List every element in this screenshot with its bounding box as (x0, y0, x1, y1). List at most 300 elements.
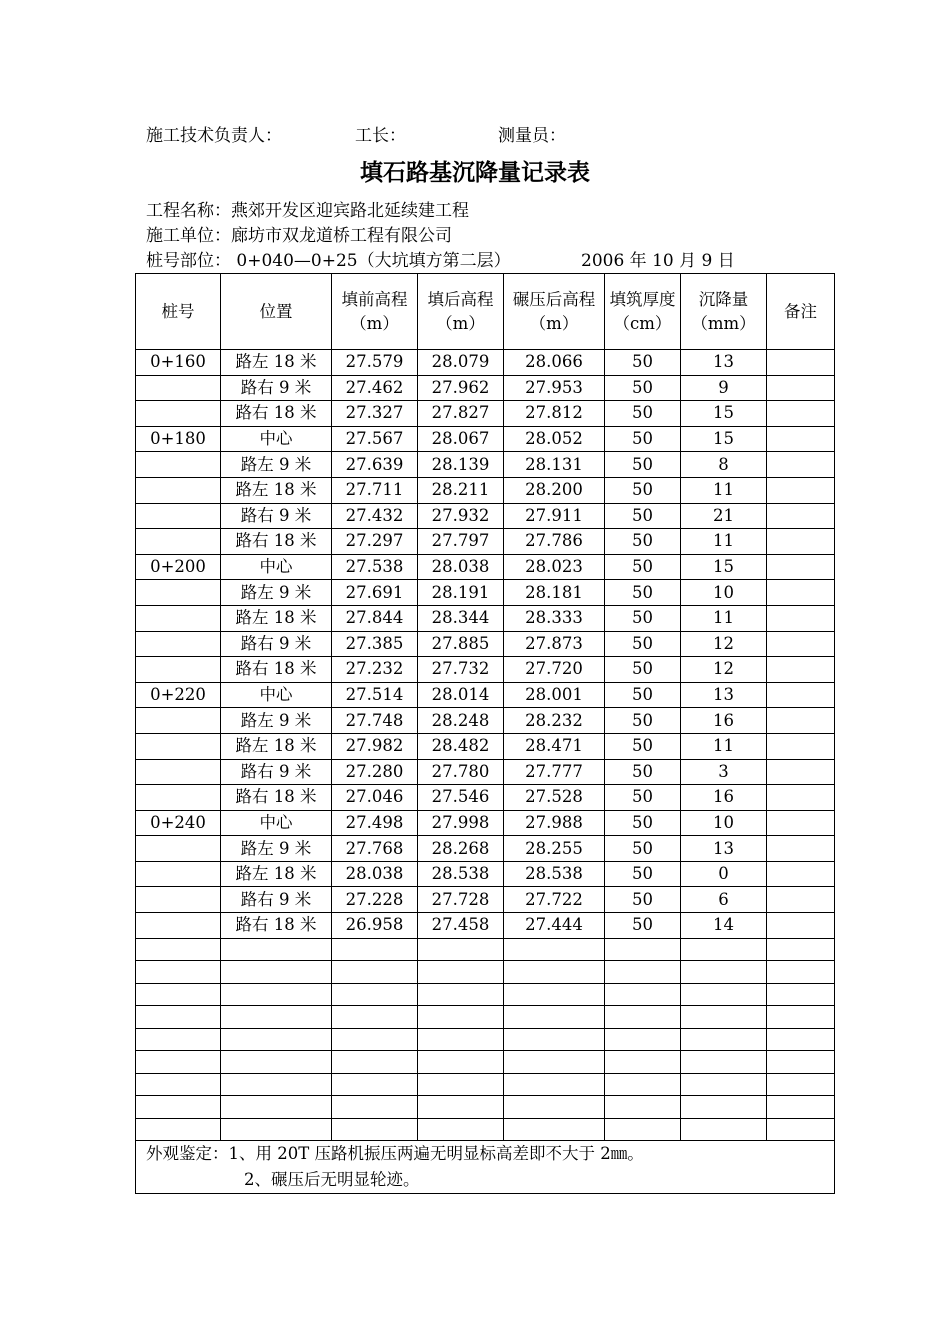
cell-station (136, 733, 221, 759)
cell-settlement: 8 (681, 452, 767, 478)
table-row (136, 452, 835, 478)
table-row (136, 708, 835, 734)
cell-position: 路右 18 米 (221, 529, 332, 555)
empty-cell (504, 1006, 605, 1029)
cell-settlement: 13 (681, 682, 767, 708)
cell-station: 0+240 (136, 810, 221, 836)
cell-compacted: 27.444 (504, 913, 605, 939)
cell-position: 路右 18 米 (221, 657, 332, 683)
empty-cell (136, 1051, 221, 1074)
appearance-assessment (136, 1141, 835, 1194)
empty-cell (221, 1028, 332, 1051)
empty-row (136, 1118, 835, 1141)
project-name: 工程名称：燕郊开发区迎宾路北延续建工程 (146, 201, 469, 221)
cell-pre-fill: 27.327 (332, 401, 418, 427)
cell-position: 路右 9 米 (221, 631, 332, 657)
cell-post-fill: 27.728 (418, 887, 504, 913)
cell-remarks (767, 861, 835, 887)
cell-thickness: 50 (605, 503, 681, 529)
cell-remarks (767, 887, 835, 913)
empty-cell (332, 1073, 418, 1096)
cell-position: 路右 18 米 (221, 785, 332, 811)
empty-row (136, 1028, 835, 1051)
empty-cell (418, 1051, 504, 1074)
empty-cell (605, 1051, 681, 1074)
cell-position: 路左 9 米 (221, 452, 332, 478)
document-title: 填石路基沉降量记录表 (360, 159, 590, 186)
empty-cell (136, 938, 221, 961)
cell-position: 中心 (221, 554, 332, 580)
cell-position: 路右 18 米 (221, 401, 332, 427)
empty-cell (332, 1096, 418, 1119)
cell-thickness: 50 (605, 682, 681, 708)
cell-position: 路左 9 米 (221, 836, 332, 862)
empty-row (136, 1096, 835, 1119)
table-row (136, 785, 835, 811)
cell-settlement: 9 (681, 375, 767, 401)
cell-compacted: 28.066 (504, 350, 605, 376)
table-row (136, 503, 835, 529)
empty-cell (605, 961, 681, 984)
header-position: 位置 (221, 274, 332, 350)
table-body (136, 350, 835, 1141)
cell-thickness: 50 (605, 708, 681, 734)
cell-thickness: 50 (605, 759, 681, 785)
empty-row (136, 1073, 835, 1096)
empty-cell (418, 983, 504, 1006)
table-row (136, 426, 835, 452)
empty-cell (418, 1006, 504, 1029)
empty-cell (504, 1051, 605, 1074)
cell-post-fill: 27.962 (418, 375, 504, 401)
surveyor-label: 测量员： (498, 126, 566, 146)
empty-cell (767, 1073, 835, 1096)
cell-station (136, 887, 221, 913)
cell-pre-fill: 27.768 (332, 836, 418, 862)
cell-position: 中心 (221, 810, 332, 836)
record-date: 2006 年 10 月 9 日 (581, 251, 735, 271)
cell-post-fill: 28.482 (418, 733, 504, 759)
cell-settlement: 21 (681, 503, 767, 529)
cell-position: 路左 9 米 (221, 708, 332, 734)
cell-pre-fill: 27.432 (332, 503, 418, 529)
cell-compacted: 28.471 (504, 733, 605, 759)
cell-settlement: 13 (681, 350, 767, 376)
header-pre-fill-elevation: 填前高程（m） (332, 274, 418, 350)
cell-remarks (767, 375, 835, 401)
cell-station: 0+200 (136, 554, 221, 580)
cell-pre-fill: 27.844 (332, 605, 418, 631)
empty-cell (681, 1118, 767, 1141)
cell-station (136, 785, 221, 811)
cell-station (136, 836, 221, 862)
empty-cell (605, 1006, 681, 1029)
cell-settlement: 16 (681, 785, 767, 811)
cell-pre-fill: 27.579 (332, 350, 418, 376)
cell-pre-fill: 27.046 (332, 785, 418, 811)
empty-cell (681, 938, 767, 961)
table-row (136, 759, 835, 785)
empty-cell (767, 1096, 835, 1119)
empty-cell (332, 1118, 418, 1141)
table-row (136, 605, 835, 631)
cell-position: 路右 9 米 (221, 887, 332, 913)
cell-thickness: 50 (605, 401, 681, 427)
cell-settlement: 12 (681, 631, 767, 657)
cell-post-fill: 27.780 (418, 759, 504, 785)
cell-station: 0+160 (136, 350, 221, 376)
cell-thickness: 50 (605, 785, 681, 811)
empty-cell (136, 961, 221, 984)
table-row (136, 529, 835, 555)
cell-remarks (767, 401, 835, 427)
cell-remarks (767, 426, 835, 452)
cell-thickness: 50 (605, 733, 681, 759)
empty-cell (504, 961, 605, 984)
table-row (136, 733, 835, 759)
empty-cell (767, 938, 835, 961)
cell-thickness: 50 (605, 452, 681, 478)
empty-cell (504, 1118, 605, 1141)
cell-post-fill: 28.268 (418, 836, 504, 862)
empty-row (136, 961, 835, 984)
cell-post-fill: 28.067 (418, 426, 504, 452)
empty-cell (418, 961, 504, 984)
cell-thickness: 50 (605, 913, 681, 939)
empty-cell (332, 1051, 418, 1074)
cell-thickness: 50 (605, 605, 681, 631)
cell-position: 中心 (221, 682, 332, 708)
cell-settlement: 11 (681, 529, 767, 555)
cell-post-fill: 28.538 (418, 861, 504, 887)
header-row (136, 274, 835, 350)
cell-station (136, 375, 221, 401)
cell-post-fill: 27.827 (418, 401, 504, 427)
cell-post-fill: 27.458 (418, 913, 504, 939)
cell-pre-fill: 27.498 (332, 810, 418, 836)
cell-remarks (767, 529, 835, 555)
empty-cell (221, 983, 332, 1006)
cell-thickness: 50 (605, 477, 681, 503)
cell-post-fill: 28.038 (418, 554, 504, 580)
empty-cell (767, 961, 835, 984)
cell-station: 0+220 (136, 682, 221, 708)
empty-cell (767, 1051, 835, 1074)
cell-station: 0+180 (136, 426, 221, 452)
header-post-fill-elevation: 填后高程（m） (418, 274, 504, 350)
table-row (136, 580, 835, 606)
cell-settlement: 15 (681, 401, 767, 427)
cell-thickness: 50 (605, 887, 681, 913)
cell-settlement: 13 (681, 836, 767, 862)
empty-cell (681, 1028, 767, 1051)
settlement-table (135, 273, 835, 1194)
cell-thickness: 50 (605, 631, 681, 657)
header-remarks: 备注 (767, 274, 835, 350)
foreman-label: 工长： (355, 126, 406, 146)
cell-settlement: 15 (681, 426, 767, 452)
empty-cell (767, 1006, 835, 1029)
empty-cell (332, 1006, 418, 1029)
table-row (136, 375, 835, 401)
empty-cell (418, 1028, 504, 1051)
cell-pre-fill: 27.691 (332, 580, 418, 606)
cell-position: 路右 18 米 (221, 913, 332, 939)
table-row (136, 810, 835, 836)
empty-row (136, 1051, 835, 1074)
cell-settlement: 0 (681, 861, 767, 887)
cell-thickness: 50 (605, 529, 681, 555)
cell-post-fill: 27.998 (418, 810, 504, 836)
cell-post-fill: 28.191 (418, 580, 504, 606)
cell-remarks (767, 657, 835, 683)
header-settlement: 沉降量（mm） (681, 274, 767, 350)
cell-post-fill: 27.932 (418, 503, 504, 529)
cell-station (136, 401, 221, 427)
cell-post-fill: 28.014 (418, 682, 504, 708)
empty-cell (767, 1118, 835, 1141)
cell-position: 路左 18 米 (221, 733, 332, 759)
footer-row (136, 1141, 835, 1194)
cell-compacted: 27.528 (504, 785, 605, 811)
cell-post-fill: 28.079 (418, 350, 504, 376)
cell-thickness: 50 (605, 375, 681, 401)
empty-cell (221, 1118, 332, 1141)
cell-pre-fill: 27.232 (332, 657, 418, 683)
table-row (136, 887, 835, 913)
table-row (136, 682, 835, 708)
cell-post-fill: 28.211 (418, 477, 504, 503)
empty-cell (605, 1028, 681, 1051)
cell-remarks (767, 580, 835, 606)
cell-settlement: 11 (681, 733, 767, 759)
table-row (136, 477, 835, 503)
empty-cell (605, 983, 681, 1006)
cell-remarks (767, 631, 835, 657)
empty-cell (418, 1118, 504, 1141)
empty-cell (221, 961, 332, 984)
cell-settlement: 11 (681, 477, 767, 503)
empty-cell (136, 1006, 221, 1029)
tech-lead-label: 施工技术负责人： (146, 126, 282, 146)
cell-remarks (767, 733, 835, 759)
cell-position: 路左 18 米 (221, 350, 332, 376)
cell-remarks (767, 785, 835, 811)
cell-pre-fill: 27.462 (332, 375, 418, 401)
empty-cell (332, 983, 418, 1006)
empty-cell (681, 1073, 767, 1096)
cell-compacted: 27.873 (504, 631, 605, 657)
cell-post-fill: 27.732 (418, 657, 504, 683)
cell-station (136, 529, 221, 555)
cell-thickness: 50 (605, 350, 681, 376)
cell-thickness: 50 (605, 810, 681, 836)
empty-cell (605, 938, 681, 961)
table-row (136, 836, 835, 862)
cell-compacted: 28.333 (504, 605, 605, 631)
cell-remarks (767, 350, 835, 376)
cell-remarks (767, 477, 835, 503)
cell-station (136, 861, 221, 887)
empty-cell (504, 1096, 605, 1119)
cell-post-fill: 28.248 (418, 708, 504, 734)
empty-cell (221, 938, 332, 961)
cell-station (136, 605, 221, 631)
empty-cell (605, 1096, 681, 1119)
cell-compacted: 27.953 (504, 375, 605, 401)
cell-station (136, 657, 221, 683)
cell-pre-fill: 27.567 (332, 426, 418, 452)
cell-thickness: 50 (605, 657, 681, 683)
empty-cell (418, 1096, 504, 1119)
cell-settlement: 14 (681, 913, 767, 939)
cell-position: 中心 (221, 426, 332, 452)
header-fill-thickness: 填筑厚度（cm） (605, 274, 681, 350)
cell-position: 路左 18 米 (221, 477, 332, 503)
cell-pre-fill: 27.982 (332, 733, 418, 759)
empty-cell (504, 983, 605, 1006)
assessment-line-2: 2、碾压后无明显轮迹。 (244, 1170, 420, 1190)
cell-pre-fill: 27.228 (332, 887, 418, 913)
cell-compacted: 28.255 (504, 836, 605, 862)
cell-compacted: 27.720 (504, 657, 605, 683)
empty-cell (767, 1028, 835, 1051)
cell-station (136, 631, 221, 657)
cell-station (136, 452, 221, 478)
empty-cell (767, 983, 835, 1006)
cell-remarks (767, 708, 835, 734)
cell-settlement: 6 (681, 887, 767, 913)
cell-remarks (767, 605, 835, 631)
cell-settlement: 11 (681, 605, 767, 631)
table-row (136, 631, 835, 657)
cell-pre-fill: 27.639 (332, 452, 418, 478)
cell-position: 路左 18 米 (221, 861, 332, 887)
cell-station (136, 580, 221, 606)
cell-post-fill: 27.797 (418, 529, 504, 555)
cell-remarks (767, 503, 835, 529)
empty-cell (504, 938, 605, 961)
empty-cell (221, 1096, 332, 1119)
cell-remarks (767, 913, 835, 939)
cell-pre-fill: 27.514 (332, 682, 418, 708)
assessment-line-1: 外观鉴定：1、用 20T 压路机振压两遍无明显标高差即不大于 2㎜。 (146, 1144, 644, 1164)
empty-cell (221, 1051, 332, 1074)
empty-cell (332, 938, 418, 961)
cell-pre-fill: 27.748 (332, 708, 418, 734)
construction-unit: 施工单位：廊坊市双龙道桥工程有限公司 (146, 226, 452, 246)
empty-row (136, 938, 835, 961)
empty-cell (418, 938, 504, 961)
cell-settlement: 10 (681, 810, 767, 836)
cell-remarks (767, 810, 835, 836)
cell-station (136, 708, 221, 734)
cell-settlement: 15 (681, 554, 767, 580)
empty-cell (136, 1073, 221, 1096)
empty-cell (681, 1096, 767, 1119)
cell-compacted: 27.722 (504, 887, 605, 913)
cell-compacted: 27.812 (504, 401, 605, 427)
cell-post-fill: 28.139 (418, 452, 504, 478)
cell-station (136, 913, 221, 939)
table-row (136, 861, 835, 887)
cell-pre-fill: 27.280 (332, 759, 418, 785)
header-compacted-elevation: 碾压后高程（m） (504, 274, 605, 350)
cell-remarks (767, 554, 835, 580)
empty-cell (221, 1073, 332, 1096)
cell-position: 路左 18 米 (221, 605, 332, 631)
cell-settlement: 12 (681, 657, 767, 683)
cell-compacted: 27.777 (504, 759, 605, 785)
empty-cell (681, 983, 767, 1006)
empty-cell (681, 961, 767, 984)
cell-settlement: 3 (681, 759, 767, 785)
table-row (136, 401, 835, 427)
empty-cell (221, 1006, 332, 1029)
empty-cell (136, 1096, 221, 1119)
station-range: 桩号部位： 0+040—0+25（大坑填方第二层） (146, 251, 511, 271)
cell-compacted: 28.023 (504, 554, 605, 580)
empty-cell (332, 1028, 418, 1051)
cell-compacted: 28.052 (504, 426, 605, 452)
cell-compacted: 27.988 (504, 810, 605, 836)
cell-thickness: 50 (605, 554, 681, 580)
cell-station (136, 503, 221, 529)
cell-remarks (767, 682, 835, 708)
cell-thickness: 50 (605, 861, 681, 887)
cell-pre-fill: 27.711 (332, 477, 418, 503)
empty-cell (418, 1073, 504, 1096)
cell-pre-fill: 27.385 (332, 631, 418, 657)
table-row (136, 657, 835, 683)
cell-compacted: 28.181 (504, 580, 605, 606)
table-row (136, 913, 835, 939)
table-row (136, 554, 835, 580)
cell-compacted: 28.538 (504, 861, 605, 887)
cell-thickness: 50 (605, 580, 681, 606)
cell-pre-fill: 28.038 (332, 861, 418, 887)
cell-compacted: 28.200 (504, 477, 605, 503)
cell-pre-fill: 27.297 (332, 529, 418, 555)
empty-cell (332, 961, 418, 984)
cell-pre-fill: 26.958 (332, 913, 418, 939)
cell-compacted: 27.786 (504, 529, 605, 555)
empty-cell (605, 1118, 681, 1141)
cell-thickness: 50 (605, 426, 681, 452)
cell-compacted: 27.911 (504, 503, 605, 529)
cell-thickness: 50 (605, 836, 681, 862)
cell-station (136, 759, 221, 785)
cell-position: 路右 9 米 (221, 503, 332, 529)
cell-remarks (767, 836, 835, 862)
cell-remarks (767, 759, 835, 785)
empty-cell (504, 1028, 605, 1051)
empty-cell (136, 1028, 221, 1051)
cell-position: 路右 9 米 (221, 759, 332, 785)
empty-cell (136, 1118, 221, 1141)
cell-position: 路右 9 米 (221, 375, 332, 401)
cell-position: 路左 9 米 (221, 580, 332, 606)
station-line (146, 249, 735, 273)
empty-cell (136, 983, 221, 1006)
cell-station (136, 477, 221, 503)
empty-row (136, 1006, 835, 1029)
empty-cell (605, 1073, 681, 1096)
cell-compacted: 28.001 (504, 682, 605, 708)
empty-cell (504, 1073, 605, 1096)
cell-post-fill: 28.344 (418, 605, 504, 631)
table-row (136, 350, 835, 376)
